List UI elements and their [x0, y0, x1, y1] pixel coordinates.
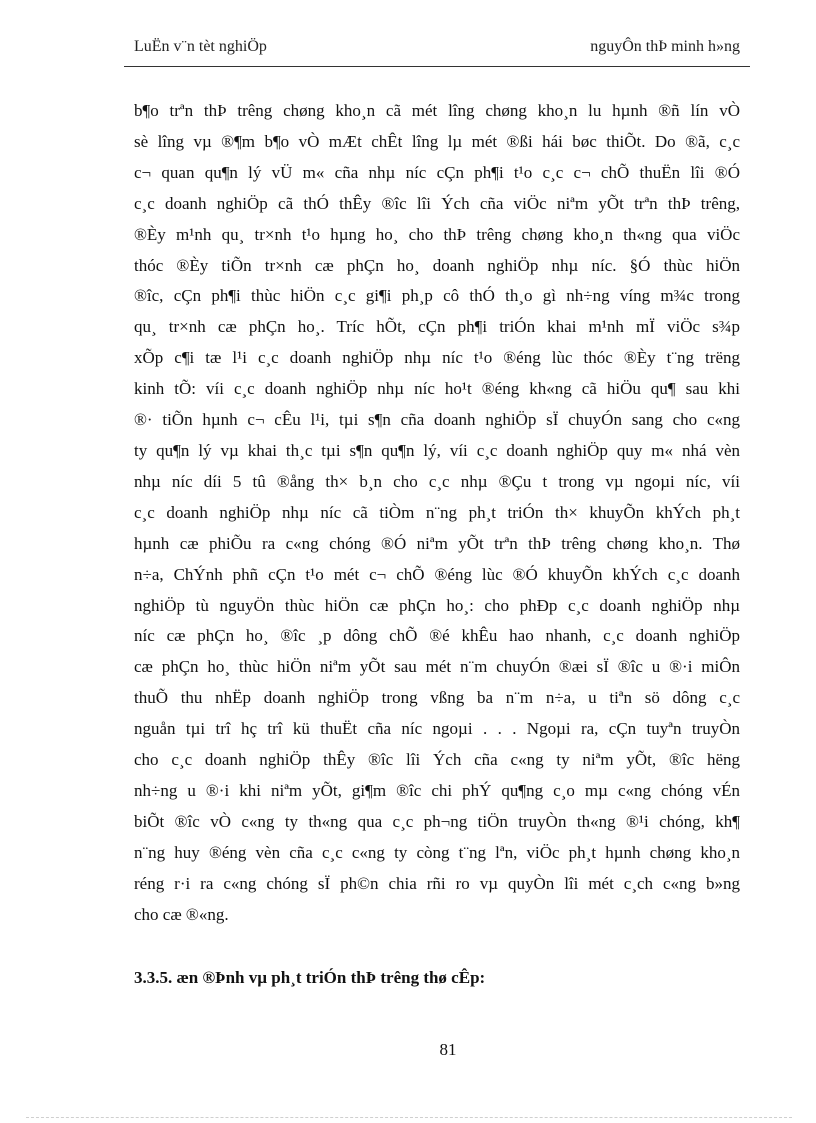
page-number: 81	[439, 1040, 457, 1059]
paragraph-line: sè lîng vµ ®¶m b¶o vÒ mÆt chÊt lîng lµ mét ®ßi hái bøc thiÕt. Do ®ã, c¸c	[134, 131, 740, 151]
paragraph-line: nghiÖp tù nguyÖn thùc hiÖn cæ phÇn ho¸: cho phÐp c¸c doanh nghiÖp nhµ	[134, 595, 740, 615]
header-author-name: nguyÔn thÞ minh h»ng	[590, 38, 740, 55]
paragraph-line: ®îc, cÇn ph¶i thùc hiÖn c¸c gi¶i ph¸p cô thÓ th¸o gì nh÷ng víng m¾c trong	[134, 286, 740, 306]
paragraph-line: cho c¸c doanh nghiÖp thÊy ®îc lîi Ých cña c«ng ty niªm yÕt, ®îc hëng	[134, 750, 740, 770]
paragraph-line: ty qu¶n lý vµ khai th¸c tµi s¶n qu¶n lý, víi c¸c doanh nghiÖp quy m« nhá vèn	[134, 440, 740, 460]
running-header	[124, 36, 750, 67]
paragraph-line: ®· tiÕn hµnh c¬ cÊu l¹i, tµi s¶n cña doanh nghiÖp sÏ chuyÓn sang cho c«ng	[134, 410, 740, 430]
header-thesis-title: LuËn v¨n tèt nghiÖp	[134, 38, 267, 55]
section-heading: 3.3.5. æn ®Þnh vµ ph¸t triÓn thÞ trêng thø cÊp:	[134, 968, 486, 987]
paragraph-line: c¸c doanh nghiÖp nhµ níc cã tiÒm n¨ng ph¸t triÓn th× khuyÕn khÝch ph¸t	[134, 502, 740, 522]
paragraph-line: cæ phÇn ho¸ thùc hiÖn niªm yÕt sau mét n¨m chuyÓn ®æi sÏ ®îc u ®·i miÔn	[134, 657, 740, 677]
paragraph-line: n÷a, ChÝnh phñ cÇn t¹o mét c¬ chÕ ®éng lùc ®Ó khuyÕn khÝch c¸c doanh	[134, 564, 740, 584]
paragraph-line: n¨ng huy ®éng vèn cña c¸c c«ng ty còng t¨ng lªn, viÖc ph¸t hµnh chøng kho¸n	[134, 842, 740, 862]
paragraph-line: c¬ quan qu¶n lý vÜ m« cña nhµ níc cÇn ph¶i t¹o c¸c c¬ chÕ thuËn lîi ®Ó	[134, 162, 740, 182]
paragraph-line: xÕp c¶i tæ l¹i c¸c doanh nghiÖp nhµ níc t¹o ®éng lùc thóc ®Èy t¨ng trëng	[134, 348, 740, 368]
paragraph-line: réng r·i ra c«ng chóng sÏ ph©n chia rñi ro vµ quyÒn lîi mét c¸ch c«ng b»ng	[134, 873, 740, 893]
paragraph-line: thuÕ thu nhËp doanh nghiÖp trong vßng ba n¨m n÷a, u tiªn sö dông c¸c	[134, 688, 740, 708]
body-paragraph	[134, 96, 740, 930]
paragraph-line: hµnh cæ phiÕu ra c«ng chóng ®Ó niªm yÕt trªn thÞ trêng chøng kho¸n. Thø	[134, 533, 740, 553]
paragraph-line: biÕt ®îc vÒ c«ng ty th«ng qua c¸c ph¬ng tiÖn truyÒn th«ng ®¹i chóng, kh¶	[134, 811, 740, 831]
paragraph-line: b¶o trªn thÞ trêng chøng kho¸n cã mét lîng chøng kho¸n lu hµnh ®ñ lín vÒ	[134, 101, 740, 120]
paragraph-line: qu¸ tr×nh cæ phÇn ho¸. Tríc hÕt, cÇn ph¶i triÓn khai m¹nh mÏ viÖc s¾p	[134, 317, 740, 337]
paragraph-line: kinh tÕ: víi c¸c doanh nghiÖp nhµ níc ho¹t ®éng kh«ng cã hiÖu qu¶ sau khi	[134, 379, 740, 399]
paragraph-line: nguån tµi trî hç trî kü thuËt cña níc ngoµi . . . Ngoµi ra, cÇn tuyªn truyÒn	[134, 719, 740, 739]
paragraph-line: thóc ®Èy tiÕn tr×nh cæ phÇn ho¸ doanh nghiÖp nhµ níc. §Ó thùc hiÖn	[134, 255, 740, 275]
paragraph-line: nhµ níc díi 5 tû ®ång th× b¸n cho c¸c nhµ ®Çu t trong vµ ngoµi níc, víi	[134, 471, 740, 491]
paragraph-line: c¸c doanh nghiÖp cã thÓ thÊy ®îc lîi Ých cña viÖc niªm yÕt trªn thÞ trêng,	[134, 193, 740, 213]
paragraph-line: nh÷ng u ®·i khi niªm yÕt, gi¶m ®îc chi phÝ qu¶ng c¸o mµ c«ng chóng vÉn	[134, 780, 740, 800]
paragraph-line: cho cæ ®«ng.	[134, 904, 229, 924]
paragraph-line: ®Èy m¹nh qu¸ tr×nh t¹o hµng ho¸ cho thÞ trêng chøng kho¸n th«ng qua viÖc	[134, 224, 740, 244]
page-bottom-divider	[26, 1117, 792, 1118]
paragraph-line: níc cæ phÇn ho¸ ®îc ¸p dông chÕ ®é khÊu hao nhanh, c¸c doanh nghiÖp	[134, 626, 740, 646]
